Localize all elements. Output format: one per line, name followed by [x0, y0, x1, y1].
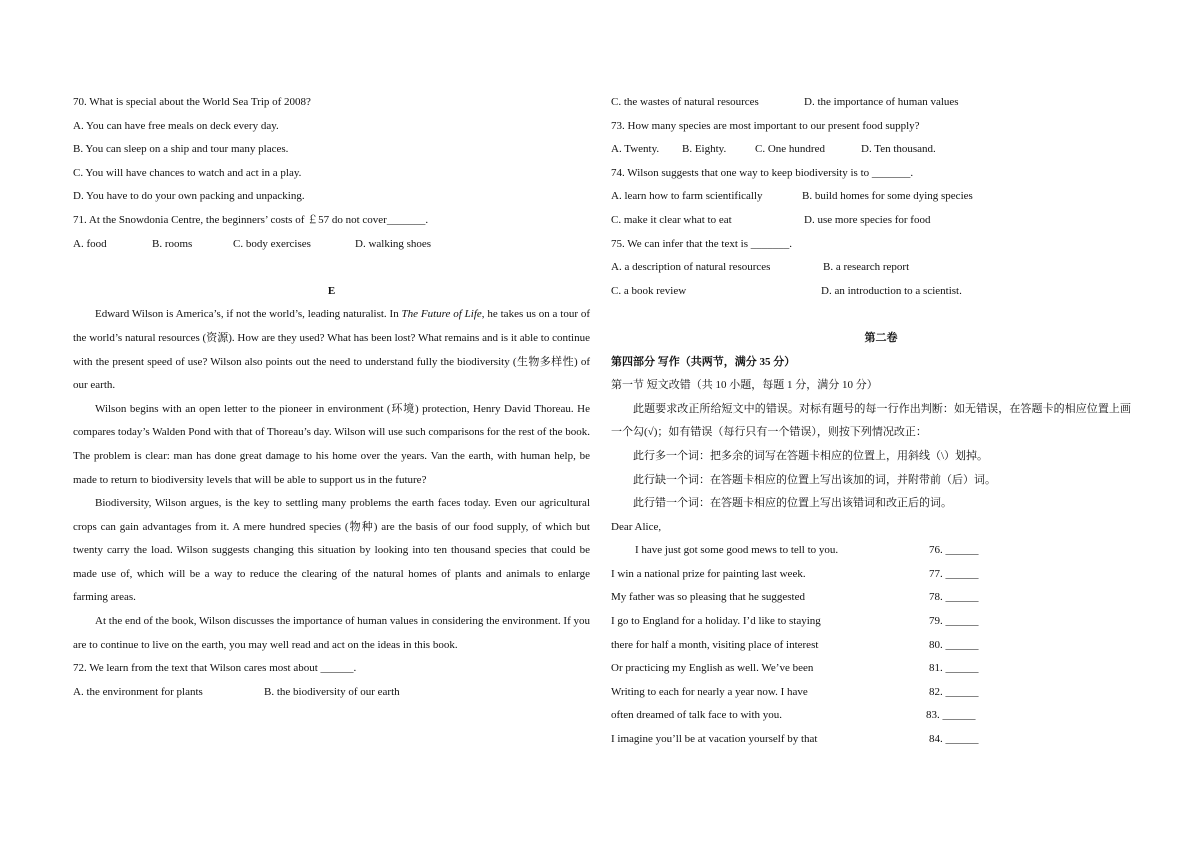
- instructions-intro: 此题要求改正所给短文中的错误。对标有题号的每一行作出判断：如无错误，在答题卡的相应位置上画一个勾(√)；如有错误（每行只有一个错误），则按下列情况改正：: [611, 402, 1131, 439]
- q75-option-a: A. a description of natural resources: [611, 261, 771, 274]
- letter-greeting: Dear Alice,: [611, 520, 662, 533]
- q73-stem: 73. How many species are most important to our present food supply?: [611, 119, 920, 132]
- q74-option-b: B. build homes for some dying species: [802, 190, 973, 203]
- q72-options: [73, 681, 590, 705]
- section-title: 第一节 短文改错（共 10 小题，每题 1 分，满分 10 分）: [611, 379, 878, 392]
- passage-letter: E: [327, 284, 336, 297]
- q73-option-b: B. Eighty.: [682, 143, 727, 156]
- q73-option-d: D. Ten thousand.: [861, 143, 936, 156]
- proofread-line-79: I go to England for a holiday. I’d like to staying 79. ______: [611, 610, 1131, 634]
- passage-paragraph-2: Wilson begins with an open letter to the pioneer in environment (环境) protection, Henry David Thoreau. He compares today’s Walden Pond with that of Thoreau’s day. Wilson will use such comparisons for the rest of the book. The problem is clear: man has done great damage to his home over the years. Van the earth, with human help, be made to return to biodiversity levels that will be able to support us in the future?: [73, 402, 591, 486]
- instruction-wrong-word: 此行错一个词：在答题卡相应的位置上写出该错词和改正后的词。: [633, 497, 952, 510]
- q70-option-c: C. You will have chances to watch and act in a play.: [73, 166, 302, 179]
- answer-blank-79: 79. ______: [929, 615, 979, 628]
- proofread-line-78: My father was so pleasing that he suggested 78. ______: [611, 586, 1131, 610]
- q71-option-a: A. food: [73, 237, 107, 250]
- proofread-line-84: I imagine you’ll be at vacation yourself by that 84. ______: [611, 728, 1131, 752]
- q72-option-a: A. the environment for plants: [73, 685, 203, 698]
- q73-option-c: C. One hundred: [755, 143, 825, 156]
- q71-option-d: D. walking shoes: [355, 237, 432, 250]
- q75-option-c: C. a book review: [611, 284, 687, 297]
- proofread-line-80: there for half a month, visiting place of interest 80. ______: [611, 634, 1131, 658]
- q72-options-cont: [611, 91, 1131, 115]
- answer-blank-78: 78. ______: [929, 591, 979, 604]
- q75-option-b: B. a research report: [823, 261, 910, 274]
- q70-option-d: D. You have to do your own packing and unpacking.: [73, 190, 305, 203]
- answer-blank-82: 82. ______: [929, 685, 979, 698]
- right-column: [611, 91, 1131, 752]
- instruction-extra-word: 此行多一个词：把多余的词写在答题卡相应的位置上，用斜线（\）划掉。: [633, 449, 989, 462]
- q70-option-a: A. You can have free meals on deck every day.: [73, 119, 279, 132]
- q71-options: [73, 233, 590, 257]
- q72-option-d: D. the importance of human values: [804, 96, 959, 108]
- proofread-line-82: Writing to each for nearly a year now. I have 82. ______: [611, 681, 1131, 705]
- proofread-line-81: Or practicing my English as well. We’ve been 81. ______: [611, 657, 1131, 681]
- proofread-line-77: I win a national prize for painting last week. 77. ______: [611, 563, 1131, 587]
- passage-e: [73, 303, 590, 657]
- q72-stem: 72. We learn from the text that Wilson cares most about ______.: [73, 662, 357, 675]
- passage-paragraph-3: Biodiversity, Wilson argues, is the key to settling many problems the earth faces today. Even our agricultural crops can gain advantages from it. A mere hundred species (物种) are the basis of our food supply, of which but twenty carry the load. Wilson suggests changing this situation by looking into ten thousand species that could be made use of, which will be a way to reduce the clearing of the natural homes of plants and animals to enlarge farming areas.: [73, 497, 590, 604]
- q72-option-b: B. the biodiversity of our earth: [264, 685, 400, 698]
- q74-stem: 74. Wilson suggests that one way to keep biodiversity is to _______.: [611, 166, 914, 179]
- instruction-missing-word: 此行缺一个词：在答题卡相应的位置上写出该加的词，并附带前（后）词。: [633, 473, 996, 486]
- proofread-line-83: often dreamed of talk face to with you. 83. ______: [611, 704, 1131, 728]
- q75-option-d: D. an introduction to a scientist.: [821, 284, 962, 297]
- proofread-line-76: I have just got some good mews to tell to you. 76. ______: [611, 539, 1131, 563]
- answer-blank-83: 83. ______: [926, 709, 976, 722]
- q74-options-cd: [611, 209, 1131, 233]
- q71-stem: 71. At the Snowdonia Centre, the beginners’ costs of ￡57 do not cover_______.: [73, 213, 429, 226]
- volume-title: 第二卷: [864, 331, 898, 344]
- answer-blank-77: 77. ______: [929, 567, 979, 580]
- q72-option-c: C. the wastes of natural resources: [611, 96, 759, 108]
- passage-paragraph-1: Edward Wilson is America’s, if not the world’s, leading naturalist. In The Future of Life, he takes us on a tour of the world’s natural resources (资源). How are they used? What has been lost? What remains and is it able to continue with the present speed of use? Wilson also points out the need to understand fully the biodiversity (生物多样性) of our earth.: [73, 308, 591, 392]
- passage-paragraph-4: At the end of the book, Wilson discusses the importance of human values in considering the environment. If you are to continue to live on the earth, you may well read and act on the ideas in this book.: [73, 615, 590, 651]
- book-title: The Future of Life: [401, 308, 482, 321]
- q74-option-d: D. use more species for food: [804, 213, 931, 226]
- q73-option-a: A. Twenty.: [611, 143, 660, 156]
- q75-options-cd: [611, 280, 1131, 304]
- q74-options-ab: [611, 185, 1131, 209]
- answer-blank-76: 76. ______: [929, 544, 979, 557]
- q74-option-c: C. make it clear what to eat: [611, 213, 732, 226]
- q70-stem: 70. What is special about the World Sea Trip of 2008?: [73, 96, 311, 108]
- answer-blank-80: 80. ______: [929, 638, 979, 651]
- part-title: 第四部分 写作（共两节，满分 35 分）: [611, 355, 796, 368]
- answer-blank-81: 81. ______: [929, 662, 979, 675]
- q70-option-b: B. You can sleep on a ship and tour many places.: [73, 143, 289, 156]
- q71-option-b: B. rooms: [152, 237, 193, 250]
- q73-options: [611, 138, 1131, 162]
- q74-option-a: A. learn how to farm scientifically: [611, 190, 763, 203]
- q75-options-ab: [611, 256, 1131, 280]
- left-column: [73, 91, 590, 704]
- q75-stem: 75. We can infer that the text is _______.: [611, 237, 792, 250]
- answer-blank-84: 84. ______: [929, 733, 979, 746]
- q71-option-c: C. body exercises: [233, 237, 311, 250]
